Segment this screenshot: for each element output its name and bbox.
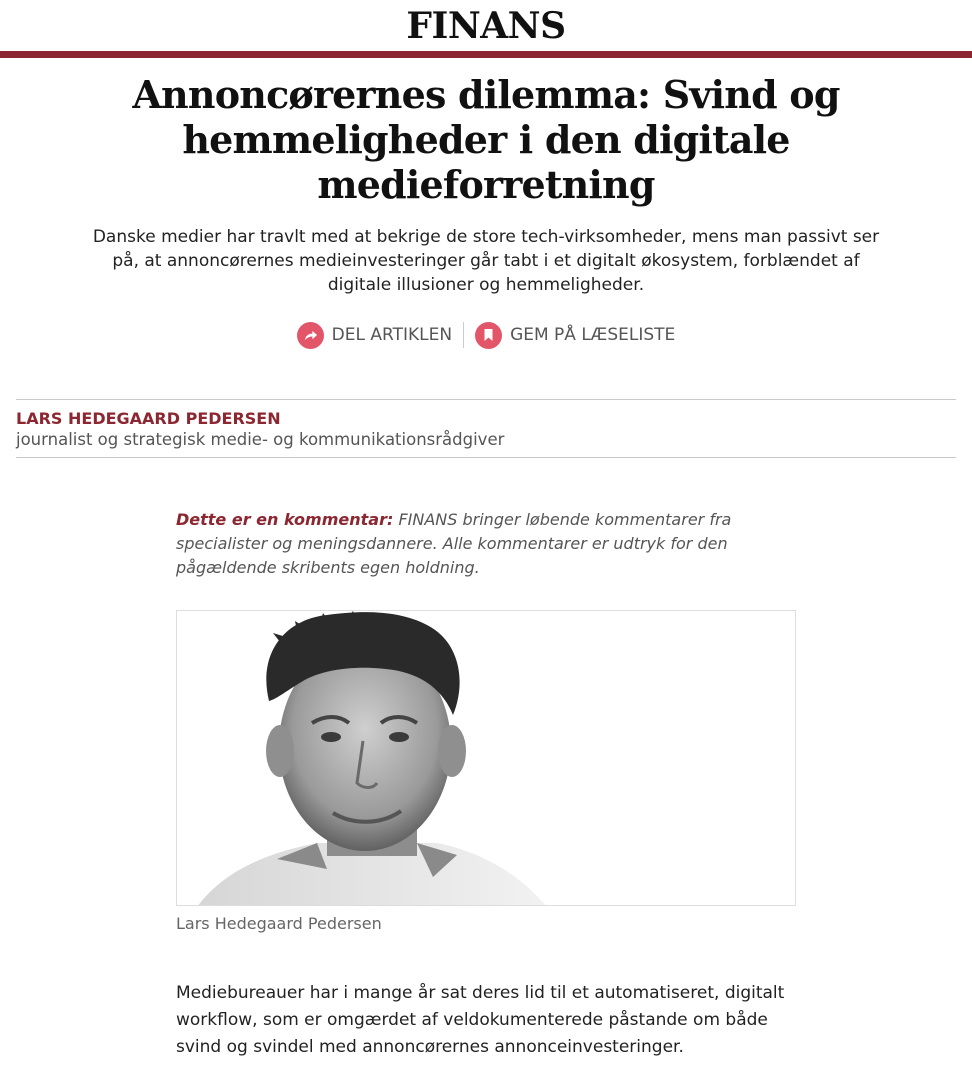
article-headline: Annoncørernes dilemma: Svind og hemmeligheder i den digitale medieforretning xyxy=(132,72,840,207)
disclaimer-text: FINANS bringer løbende kommentarer fra specialister og meningsdannere. Alle kommentarer er udtryk for den pågældende skribents egen holdning. xyxy=(176,510,732,577)
bookmark-icon xyxy=(475,322,502,349)
comment-disclaimer xyxy=(176,508,796,580)
share-article-button[interactable] xyxy=(297,322,452,349)
article-paragraph: Mediebureauer har i mange år sat deres lid til et automatiseret, digitalt workflow, som er omgærdet af veldokumenterede påstande om både svind og svindel med annoncørernes annonceinvesteringer. xyxy=(176,983,785,1057)
save-to-reading-list-button[interactable] xyxy=(475,322,675,349)
author-name[interactable]: LARS HEDEGAARD PEDERSEN xyxy=(16,409,281,428)
actions-divider xyxy=(463,322,464,348)
share-article-label: DEL ARTIKLEN xyxy=(331,325,453,345)
masthead xyxy=(0,0,972,58)
site-logo[interactable]: FINANS xyxy=(406,4,566,47)
photo-caption: Lars Hedegaard Pedersen xyxy=(176,914,382,933)
brand-rule xyxy=(0,51,972,58)
author-photo xyxy=(176,610,796,906)
author-byline xyxy=(16,399,956,458)
author-photo-figure xyxy=(176,610,796,936)
author-role: journalist og strategisk medie- og kommunikationsrådgiver xyxy=(16,430,505,449)
disclaimer-label: Dette er en kommentar: xyxy=(176,510,394,529)
share-arrow-icon xyxy=(297,322,324,349)
article-lead: Danske medier har travlt med at bekrige de store tech-virksomheder, mens man passivt ser på, at annoncørernes medieinvesteringer går tabt i et digitalt økosystem, forblændet af digitale illusioner og hemmeligheder. xyxy=(92,227,880,295)
article-body xyxy=(176,508,796,1061)
article-actions xyxy=(0,319,972,351)
save-to-reading-list-label: GEM PÅ LÆSELISTE xyxy=(510,325,676,345)
